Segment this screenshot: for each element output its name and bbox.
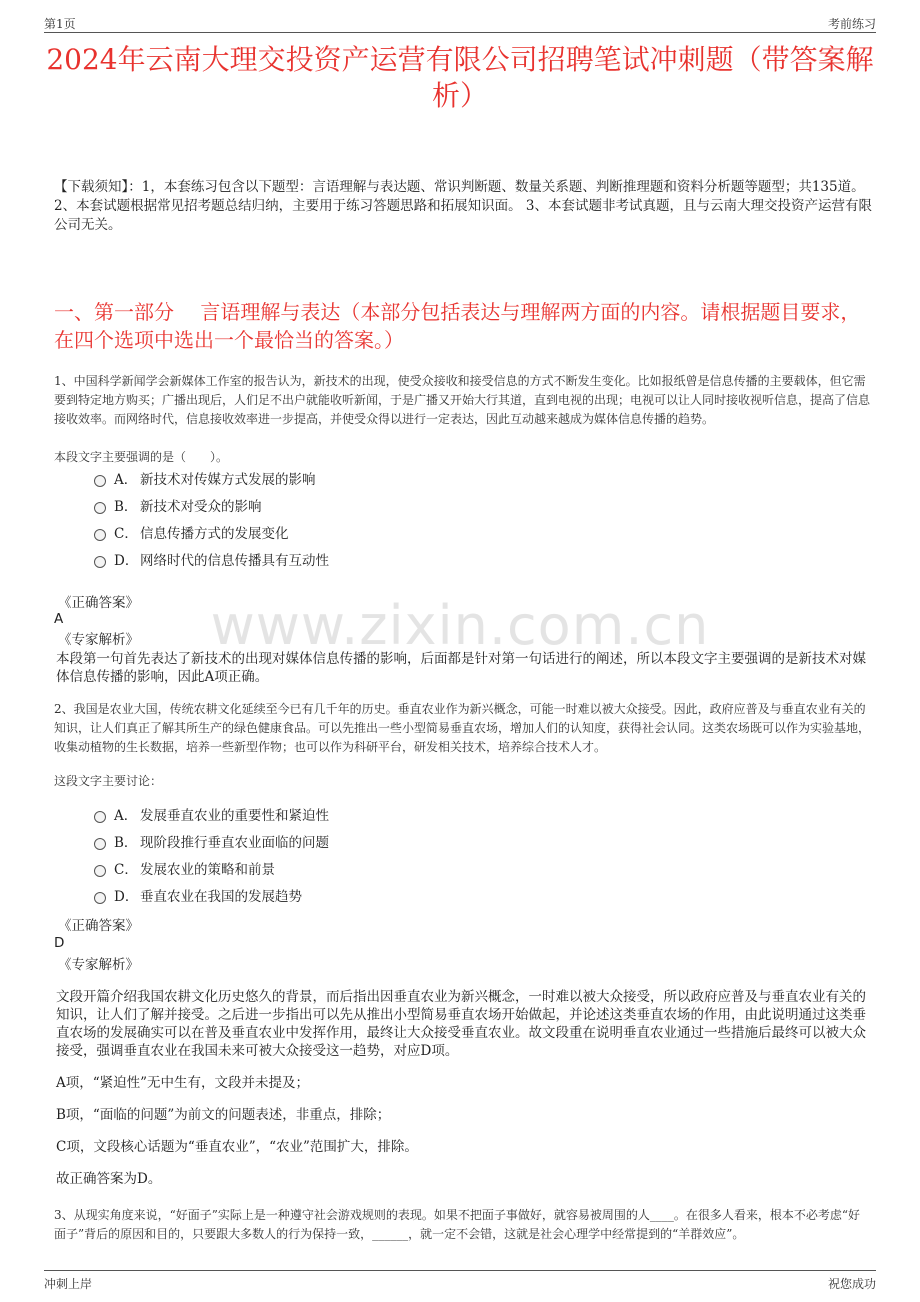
radio-icon[interactable] [94,811,106,823]
radio-icon[interactable] [94,865,106,877]
question-3-text: 3、从现实角度来说，“好面子”实际上是一种遵守社会游戏规则的表现。如果不把面子事做好，就容易被周围的人____。在很多人看来，根本不必考虑“好面子”背后的原因和目的，只要跟大多数人的行为保持一致，______，就一定不会错，这就是社会心理学中经常提到的“羊群效应”。 [54,1208,861,1241]
page-footer [44,1270,876,1293]
q1-option-a[interactable]: A． 新技术对传媒方式发展的影响 [94,470,316,490]
download-notice: 【下载须知】：1，本套练习包含以下题型：言语理解与表达题、常识判断题、数量关系题、判断推理题和资料分析题等题型；共135道。 2、本套试题根据常见招考题总结归纳，主要用于练习答题思路和拓展知识面。 3、本套试题非考试真题，且与云南大理交投资产运营有限公司无关。 [54,179,872,233]
q2-answer: D [54,935,65,951]
radio-icon[interactable] [94,838,106,850]
q1-option-d[interactable]: D． 网络时代的信息传播具有互动性 [94,551,329,571]
section-heading: 一、第一部分 言语理解与表达（本部分包括表达与理解两方面的内容。请根据题目要求，在四个选项中选出一个最恰当的答案。） [54,300,861,352]
watermark: www.zixin.com.cn [210,594,710,657]
q2-note-b: B项，“面临的问题”为前文的问题表述，非重点，排除； [56,1107,391,1123]
q1-answer-label: 《正确答案》 [58,595,139,611]
q2-note-c: C项，文段核心话题为“垂直农业”，“农业”范围扩大，排除。 [56,1139,418,1155]
q2-note-a: A项，“紧迫性”无中生有，文段并未提及； [56,1075,310,1091]
question-2-text: 2、我国是农业大国，传统农耕文化延续至今已有几千年的历史。垂直农业作为新兴概念，可能一时难以被大众接受。因此，政府应普及与垂直农业有关的知识，让人们真正了解其所生产的绿色健康食品。可以先推出一些小型简易垂直农场，增加人们的认知度，获得社会认同。这类农场既可以作为实验基地，收集动植物的生长数据，培养一些新型作物；也可以作为科研平台，研发相关技术，培养综合技术人才。 [54,702,871,754]
q2-option-a[interactable]: A． 发展垂直农业的重要性和紧迫性 [94,806,329,826]
radio-icon[interactable] [94,529,106,541]
radio-icon[interactable] [94,892,106,904]
q2-option-d[interactable]: D． 垂直农业在我国的发展趋势 [94,887,302,907]
page-header [44,12,876,33]
footer-right: 祝您成功 [827,1277,876,1291]
question-1-text: 1、中国科学新闻学会新媒体工作室的报告认为，新技术的出现，使受众接收和接受信息的方式不断发生变化。比如报纸曾是信息传播的主要载体，但它需要到特定地方购买；广播出现后，人们足不出户就能收听新闻，于是广播又开始大行其道，直到电视的出现；电视可以让人同时接收视听信息，提高了信息接收效率。而网络时代，信息接收效率进一步提高，并使受众得以进行一定表达，因此互动越来越成为媒体信息传播的趋势。 [54,374,871,426]
q2-option-c[interactable]: C． 发展农业的策略和前景 [94,860,275,880]
footer-left: 冲刺上岸 [44,1277,93,1291]
q1-analysis: 本段第一句首先表达了新技术的出现对媒体信息传播的影响，后面都是针对第一句话进行的阐述，所以本段文字主要强调的是新技术对媒体信息传播的影响，因此A项正确。 [56,651,866,685]
radio-icon[interactable] [94,556,106,568]
q1-option-b[interactable]: B． 新技术对受众的影响 [94,497,262,517]
q2-option-b[interactable]: B． 现阶段推行垂直农业面临的问题 [94,833,329,853]
q2-answer-label: 《正确答案》 [58,918,139,934]
q2-analysis: 文段开篇介绍我国农耕文化历史悠久的背景，而后指出因垂直农业为新兴概念，一时难以被大众接受，所以政府应普及与垂直农业有关的知识，让人们了解并接受。之后进一步指出可以先从推出小型简易垂直农场开始做起，并论述这类垂直农场的作用，由此说明通过这类垂直农场的发展确实可以在普及垂直农业中发挥作用，最终让大众接受垂直农业。故文段重在说明垂直农业通过一些措施后最终可以被大众接受，强调垂直农业在我国未来可被大众接受这一趋势，对应D项。 [56,989,866,1059]
radio-icon[interactable] [94,502,106,514]
page-number: 第1页 [44,17,76,31]
question-2-prompt: 这段文字主要讨论： [54,774,163,788]
q1-answer: A [54,611,64,627]
document-title: 2024年云南大理交投资产运营有限公司招聘笔试冲刺题（带答案解析） [46,43,874,112]
q2-analysis-label: 《专家解析》 [58,957,139,973]
radio-icon[interactable] [94,475,106,487]
question-1-prompt: 本段文字主要强调的是（ ）。 [54,450,229,464]
q2-conclusion: 故正确答案为D。 [56,1171,162,1187]
q1-analysis-label: 《专家解析》 [58,632,139,648]
q1-option-c[interactable]: C． 信息传播方式的发展变化 [94,524,289,544]
header-label: 考前练习 [827,17,876,31]
